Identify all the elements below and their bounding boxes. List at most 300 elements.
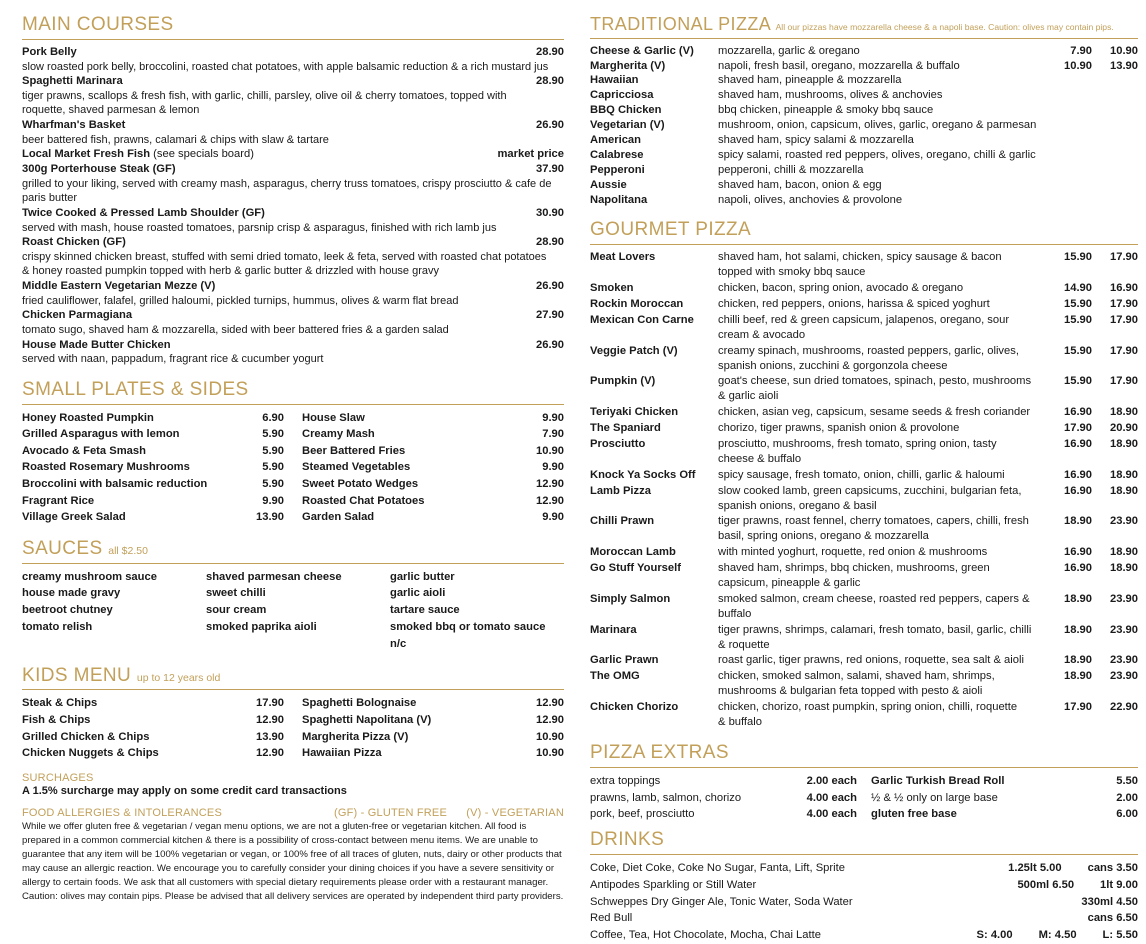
pizza-item-price-large: 18.90: [1110, 406, 1138, 419]
list-item-price: 12.90: [536, 494, 564, 507]
pizza-item-price-small: 15.90: [1064, 344, 1092, 357]
kids-col-2: [302, 695, 564, 761]
list-item: [22, 745, 284, 762]
section-heading-gourmet-pizza: GOURMET PIZZA: [590, 219, 1138, 245]
gourmet-pizza-list: [590, 250, 1138, 730]
list-item-price: 10.90: [536, 730, 564, 743]
list-item: [22, 443, 284, 460]
drink-item-name: Schweppes Dry Ginger Ale, Tonic Water, Soda Water: [590, 895, 853, 908]
pizza-item-description-cont: topped with smoky bbq sauce: [718, 266, 866, 279]
pizza-item-description: spicy sausage, fresh tomato, onion, chilli, garlic & haloumi: [718, 468, 1005, 481]
sauce-item: house made gravy: [22, 587, 121, 600]
list-item-name: Steak & Chips: [22, 697, 98, 710]
list-item-name: Creamy Mash: [302, 428, 375, 441]
menu-item-price: 28.90: [536, 75, 564, 88]
list-item: [22, 426, 284, 443]
sauce-item: garlic aioli: [390, 587, 446, 600]
pizza-item-description: with minted yoghurt, roquette, red onion & mushrooms: [718, 546, 988, 559]
pizza-item-price-large: 17.90: [1110, 298, 1138, 310]
extras-item-price: 4.00 each: [806, 791, 857, 804]
menu-item-name: Pork Belly: [22, 45, 77, 58]
list-item: [302, 745, 564, 762]
menu-item-name: House Made Butter Chicken: [22, 338, 171, 351]
pizza-item-price-large: 18.90: [1110, 438, 1138, 451]
list-item: [22, 509, 284, 526]
sauce-item: shaved parmesan cheese: [206, 570, 342, 583]
list-item-name: Hawaiian Pizza: [302, 747, 382, 760]
list-item-price: 6.90: [262, 411, 284, 424]
drink-item-name: Red Bull: [590, 912, 633, 925]
surcharges-heading: SURCHAGES: [22, 771, 94, 784]
pizza-item-price-large: 23.90: [1110, 670, 1138, 683]
menu-item: [22, 147, 564, 162]
pizza-item-name: Chilli Prawn: [590, 515, 655, 528]
key-gluten-free: (GF) - GLUTEN FREE: [334, 806, 447, 819]
list-item: [302, 459, 564, 476]
menu-item-description: grilled to your liking, served with creamy mash, asparagus, cherry truss tomatoes, crispy prosciutto & cafe de paris butter: [22, 177, 552, 205]
sauce-item: smoked paprika aioli: [206, 620, 317, 633]
extras-item-price: 2.00 each: [806, 774, 857, 787]
pizza-item-description-cont: capsicum, pineapple & garlic: [718, 577, 861, 590]
drink-item-price: 1lt 9.00: [1100, 878, 1138, 891]
list-item: [302, 443, 564, 460]
sauces-heading-text: SAUCES: [22, 537, 103, 559]
kids-heading-text: KIDS MENU: [22, 664, 132, 686]
pizza-item-description: tiger prawns, roast fennel, cherry tomatoes, capers, chilli, fresh: [718, 515, 1029, 528]
pizza-item-name: Smoken: [590, 282, 634, 295]
pizza-item-price-large: 23.90: [1110, 592, 1138, 605]
pizza-item-row: [590, 468, 1138, 483]
pizza-item-description: chicken, asian veg, capsicum, sesame seeds & fresh coriander: [718, 406, 1031, 419]
pizza-item-name: Knock Ya Socks Off: [590, 468, 696, 481]
list-item-price: 12.90: [536, 697, 564, 710]
pizza-item-price-large: 17.90: [1110, 375, 1138, 388]
pizza-item-name: Prosciutto: [590, 438, 646, 451]
pizza-item: [590, 44, 1138, 59]
small-plates-columns: [22, 410, 564, 526]
pizza-item-description: chilli beef, red & green capsicum, jalapenos, oregano, sour: [718, 313, 1010, 326]
section-heading-kids-menu: [22, 665, 564, 691]
menu-item-description: fried cauliflower, falafel, grilled haloumi, pickled turnips, hummus, olives & warm flat bread: [22, 294, 459, 307]
menu-item-name: Roast Chicken (GF): [22, 236, 126, 249]
pizza-item: [590, 623, 1138, 653]
drink-item: [590, 927, 1138, 944]
list-item-name: Roasted Rosemary Mushrooms: [22, 461, 190, 474]
pizza-item-description: shaved ham, mushrooms, olives & anchovies: [718, 89, 943, 102]
drink-item-prices: [888, 910, 1138, 927]
pizza-item-description-cont: mushrooms & bulgarian feta topped with pesto & aioli: [718, 685, 983, 698]
drink-item-price: 500ml 6.50: [1017, 878, 1075, 891]
pizza-item: [590, 59, 1138, 74]
pizza-item: [590, 669, 1138, 699]
menu-item-name: 300g Porterhouse Steak (GF): [22, 163, 176, 176]
pizza-item-price-large: 18.90: [1110, 484, 1138, 497]
menu-item-note: (see specials board): [150, 148, 254, 161]
list-item: [302, 509, 564, 526]
menu-item: [22, 162, 564, 206]
drink-item-price: 1.25lt 5.00: [1008, 862, 1062, 875]
pizza-item-row-cont: [590, 684, 1138, 699]
pizza-item-price-small: 16.90: [1064, 484, 1092, 497]
list-item-price: 9.90: [262, 494, 284, 507]
list-item: [22, 476, 284, 493]
pizza-item-description: chicken, bacon, spring onion, avocado & oregano: [718, 282, 964, 295]
dietary-keys: [318, 807, 564, 819]
extras-item: [590, 806, 857, 823]
sauce-item: garlic butter: [390, 570, 455, 583]
list-item: [302, 476, 564, 493]
extras-item: [871, 773, 1138, 790]
menu-item-row: [22, 338, 564, 353]
pizza-item: [590, 561, 1138, 591]
sauce-item: smoked bbq or tomato sauce n/c: [390, 620, 546, 650]
pizza-item-row: [590, 344, 1138, 359]
pizza-item-name: Go Stuff Yourself: [590, 562, 681, 575]
list-item-name: Village Greek Salad: [22, 511, 126, 524]
pizza-item-name: Mexican Con Carne: [590, 313, 694, 326]
traditional-pizza-list: [590, 44, 1138, 208]
pizza-item-name: Moroccan Lamb: [590, 546, 676, 559]
pizza-item: [590, 421, 1138, 436]
list-item: [22, 459, 284, 476]
pizza-item-price-large: 18.90: [1110, 546, 1138, 559]
pizza-item-description: shaved ham, spicy salami & mozzarella: [718, 134, 914, 147]
pizza-item-row: [590, 421, 1138, 436]
pizza-item-description: pepperoni, chilli & mozzarella: [718, 163, 864, 176]
drink-item-prices: [888, 877, 1138, 894]
extras-item-name: gluten free base: [871, 808, 957, 821]
pizza-item-description-cont: spanish onions, oregano & basil: [718, 499, 877, 512]
left-column: [22, 14, 582, 902]
list-item: [22, 410, 284, 427]
pizza-item-row-cont: [590, 638, 1138, 653]
pizza-item-row: [590, 250, 1138, 265]
list-item-price: 12.90: [256, 747, 284, 760]
pizza-item: [590, 133, 1138, 148]
list-item-name: Chicken Nuggets & Chips: [22, 747, 159, 760]
pizza-item-price-small: 17.90: [1064, 422, 1092, 435]
pizza-item: [590, 344, 1138, 374]
menu-item-row: [22, 308, 564, 323]
sauces-subtitle: all $2.50: [108, 544, 148, 557]
drink-item-price: S: 4.00: [976, 929, 1013, 942]
pizza-item-price-small: 15.90: [1064, 375, 1092, 388]
pizza-item-row-cont: [590, 389, 1138, 404]
list-item-name: Sweet Potato Wedges: [302, 478, 419, 490]
pizza-item-row-cont: [590, 529, 1138, 544]
pizza-item: [590, 73, 1138, 88]
list-item-price: 7.90: [542, 428, 564, 441]
pizza-item-description-cont: cream & avocado: [718, 328, 806, 341]
section-heading-main-courses: MAIN COURSES: [22, 14, 564, 40]
pizza-item: [590, 313, 1138, 343]
drink-item-price: L: 5.50: [1102, 929, 1138, 942]
pizza-item-price-large: 22.90: [1110, 701, 1138, 714]
pizza-item-description: creamy spinach, mushrooms, roasted peppers, garlic, olives,: [718, 344, 1019, 357]
extras-item-price: 2.00: [1116, 791, 1138, 804]
small-plates-col-2: [302, 410, 564, 526]
list-item-price: 5.90: [262, 428, 284, 441]
pizza-item-name: Vegetarian (V): [590, 119, 665, 132]
pizza-item-price-large: 20.90: [1110, 422, 1138, 435]
pizza-item: [590, 592, 1138, 622]
kids-columns: [22, 695, 564, 761]
pizza-item-description-cont: & buffalo: [718, 716, 762, 729]
drink-item-price: M: 4.50: [1038, 929, 1077, 942]
pizza-item-price-large: 18.90: [1110, 562, 1138, 575]
list-item-price: 9.90: [542, 461, 564, 474]
pizza-item-description: prosciutto, mushrooms, fresh tomato, spring onion, tasty: [718, 438, 997, 451]
menu-item: [22, 74, 564, 118]
section-heading-traditional-pizza: [590, 14, 1138, 39]
allergies-heading: FOOD ALLERGIES & INTOLERANCES: [22, 806, 222, 819]
pizza-item-name: The OMG: [590, 670, 640, 683]
extras-item-price: 4.00 each: [806, 808, 857, 821]
pizza-item: [590, 514, 1138, 544]
menu-item-description: beer battered fish, prawns, calamari & chips with slaw & tartare: [22, 133, 329, 146]
menu-item-row: [22, 235, 564, 250]
pizza-item: [590, 88, 1138, 103]
pizza-item-description: shaved ham, hot salami, chicken, spicy sausage & bacon: [718, 251, 1002, 264]
pizza-item-price-small: 18.90: [1064, 654, 1092, 667]
pizza-item-price-large: 23.90: [1110, 623, 1138, 636]
pizza-item-price-large: 17.90: [1110, 344, 1138, 357]
drink-item-name: Coffee, Tea, Hot Chocolate, Mocha, Chai Latte: [590, 929, 821, 942]
pizza-item-row: [590, 514, 1138, 529]
pizza-item-row-cont: [590, 715, 1138, 730]
pizza-item: [590, 193, 1138, 208]
drink-item-price: cans 6.50: [1087, 912, 1138, 925]
pizza-item-price-small: 10.90: [1064, 59, 1092, 72]
pizza-item-row: [590, 545, 1138, 560]
section-heading-small-plates: SMALL PLATES & SIDES: [22, 379, 564, 405]
allergies-body-text: While we offer gluten free & vegetarian / vegan menu options, we are not a gluten-free or vegetarian kitchen. All food is prepared in a common commercial kitchen & there is a possibility of cross-contact between menu items. We are unable to guarantee that any item will be 100% vegetarian or vegan, or 100% free of all traces of gluten, nuts, dairy or other products that may cause an allergic reaction. We encourage you to carefully consider your dining choices if you have a severe sensitivity or allergy to certain foods. We ask that all customers with special dietary requirements please order with a restaurant manager. Caution: olives may contain pips. Please be advised that all delivery services are operated by independent third party providers.: [22, 820, 564, 902]
pizza-item-row-cont: [590, 499, 1138, 514]
section-heading-sauces: [22, 538, 564, 564]
pizza-item-row-cont: [590, 607, 1138, 622]
pizza-item: [590, 297, 1138, 312]
sauce-item: tartare sauce: [390, 604, 460, 617]
list-item-name: Grilled Chicken & Chips: [22, 730, 150, 743]
pizza-item-price-large: 23.90: [1110, 515, 1138, 528]
menu-item-price: 28.90: [536, 236, 564, 249]
menu-item-price: 28.90: [536, 45, 564, 58]
pizza-item-row-cont: [590, 265, 1138, 280]
pizza-item-row-cont: [590, 452, 1138, 467]
menu-item-name: Twice Cooked & Pressed Lamb Shoulder (GF): [22, 206, 265, 219]
small-plates-col-1: [22, 410, 284, 526]
list-item-name: Spaghetti Bolognaise: [302, 697, 417, 710]
pizza-item: [590, 250, 1138, 280]
pizza-item: [590, 437, 1138, 467]
menu-item: [22, 118, 564, 147]
section-heading-drinks: DRINKS: [590, 829, 1138, 855]
menu-item: [22, 45, 564, 74]
list-item-name: Steamed Vegetables: [302, 461, 411, 474]
drink-item: [590, 894, 1138, 911]
pizza-item-price-large: 10.90: [1110, 44, 1138, 57]
pizza-item-price-small: 16.90: [1064, 546, 1092, 559]
allergies-heading-row: [22, 807, 564, 819]
pizza-item-name: Pumpkin (V): [590, 375, 656, 388]
pizza-item: [590, 653, 1138, 668]
menu-item-description: crispy skinned chicken breast, stuffed with semi dried tomato, leek & feta, served with roasted chat potatoes & honey roasted pumpkin topped with herb & garlic butter & drizzled with house gravy: [22, 250, 547, 278]
pizza-item: [590, 374, 1138, 404]
list-item-price: 13.90: [256, 511, 284, 524]
menu-item-row: [22, 206, 564, 221]
surcharges-text: A 1.5% surcharge may apply on some credit card transactions: [22, 784, 347, 797]
menu-item-price: 26.90: [536, 279, 564, 292]
sauce-item: sweet chilli: [206, 587, 266, 600]
pizza-item-description: chicken, red peppers, onions, harissa & spiced yoghurt: [718, 298, 990, 310]
menu-item-row: [22, 279, 564, 294]
pizza-item-description-cont: basil, spring onions, oregano & mozzarella: [718, 530, 929, 543]
pizza-item-name: Rockin Moroccan: [590, 298, 684, 310]
menu-item-price: 26.90: [536, 118, 564, 131]
pizza-item-name: BBQ Chicken: [590, 104, 662, 117]
pizza-item-row: [590, 700, 1138, 715]
pizza-item-name: Capricciosa: [590, 89, 654, 102]
pizza-item-description: shaved ham, shrimps, bbq chicken, mushrooms, green: [718, 562, 990, 575]
pizza-item-name: Hawaiian: [590, 74, 639, 87]
key-vegetarian: (V) - VEGETARIAN: [466, 806, 564, 819]
pizza-item-price-small: 17.90: [1064, 701, 1092, 714]
pizza-item-description: chorizo, tiger prawns, spanish onion & provolone: [718, 422, 960, 435]
list-item-name: Margherita Pizza (V): [302, 730, 409, 743]
pizza-item: [590, 281, 1138, 296]
menu-item-price: market price: [497, 148, 564, 161]
pizza-item-description: mozzarella, garlic & oregano: [718, 44, 860, 57]
pizza-item-description-cont: & garlic aioli: [718, 390, 779, 403]
pizza-item-description-cont: cheese & buffalo: [718, 452, 802, 465]
traditional-subtitle: All our pizzas have mozzarella cheese & a napoli base. Caution: olives may contain pips.: [775, 22, 1114, 32]
drink-item-price: cans 3.50: [1087, 862, 1138, 875]
pizza-item-row: [590, 405, 1138, 420]
list-item-price: 13.90: [256, 730, 284, 743]
sauce-item: creamy mushroom sauce: [22, 570, 157, 583]
pizza-item-price-large: 17.90: [1110, 313, 1138, 326]
extras-item-price: 6.00: [1116, 808, 1138, 821]
extras-item: [590, 773, 857, 790]
extras-item: [871, 806, 1138, 823]
list-item-name: Fish & Chips: [22, 713, 91, 726]
menu-item-name: Middle Eastern Vegetarian Mezze (V): [22, 279, 216, 292]
list-item: [302, 410, 564, 427]
section-heading-pizza-extras: PIZZA EXTRAS: [590, 742, 1138, 768]
list-item: [302, 493, 564, 510]
list-item-price: 10.90: [536, 747, 564, 760]
pizza-item-description: slow cooked lamb, green capsicums, zucchini, bulgarian feta,: [718, 484, 1022, 497]
list-item: [302, 712, 564, 729]
pizza-item-row: [590, 669, 1138, 684]
list-item-price: 12.90: [256, 713, 284, 726]
list-item-name: Honey Roasted Pumpkin: [22, 411, 154, 424]
pizza-item-name: Meat Lovers: [590, 251, 656, 264]
pizza-item: [590, 148, 1138, 163]
pizza-item-row: [590, 653, 1138, 668]
menu-item-name: Wharfman's Basket: [22, 118, 126, 131]
pizza-item-price-small: 18.90: [1064, 515, 1092, 528]
menu-item-description: tomato sugo, shaved ham & mozzarella, sided with beer battered fries & a garden salad: [22, 324, 449, 337]
pizza-item-description: goat's cheese, sun dried tomatoes, spinach, pesto, mushrooms: [718, 375, 1032, 388]
pizza-item-name: Veggie Patch (V): [590, 344, 678, 357]
menu-item-description: slow roasted pork belly, broccolini, roasted chat potatoes, with apple balsamic reduction & a rich mustard jus: [22, 60, 549, 73]
pizza-item-price-large: 16.90: [1110, 282, 1138, 295]
list-item-price: 5.90: [262, 478, 284, 490]
pizza-item-description: chicken, smoked salmon, salami, shaved ham, shrimps,: [718, 670, 995, 683]
extras-item-name: pork, beef, prosciutto: [590, 808, 695, 821]
menu-item-row: [22, 162, 564, 177]
menu-item-description: served with naan, pappadum, fragrant rice & cucumber yogurt: [22, 353, 324, 366]
pizza-item-description: tiger prawns, shrimps, calamari, fresh tomato, basil, garlic, chilli: [718, 623, 1032, 636]
list-item-name: Avocado & Feta Smash: [22, 444, 146, 457]
drink-item: [590, 910, 1138, 927]
pizza-item-price-small: 15.90: [1064, 313, 1092, 326]
pizza-item-price-small: 18.90: [1064, 670, 1092, 683]
pizza-item: [590, 700, 1138, 730]
list-item-name: House Slaw: [302, 411, 365, 424]
list-item-name: Spaghetti Napolitana (V): [302, 713, 432, 726]
pizza-item-price-large: 17.90: [1110, 251, 1138, 264]
list-item: [22, 729, 284, 746]
list-item: [22, 712, 284, 729]
pizza-item-description: chicken, chorizo, roast pumpkin, spring onion, chilli, roquette: [718, 701, 1018, 714]
pizza-item-name: Marinara: [590, 623, 637, 636]
sauce-item: sour cream: [206, 604, 267, 617]
drink-item-prices: [888, 894, 1138, 911]
pizza-item-name: Calabrese: [590, 148, 644, 161]
menu-item-row: [22, 74, 564, 89]
menu-item-price: 37.90: [536, 163, 564, 176]
pizza-item-row-cont: [590, 576, 1138, 591]
pizza-item-name: Chicken Chorizo: [590, 701, 679, 714]
drink-item-prices: [888, 927, 1138, 944]
pizza-item-name: Pepperoni: [590, 163, 645, 176]
menu-item-price: 27.90: [536, 309, 564, 322]
pizza-item-name: Garlic Prawn: [590, 654, 659, 667]
list-item: [22, 695, 284, 712]
pizza-item-description-cont: buffalo: [718, 607, 752, 620]
list-item-name: Roasted Chat Potatoes: [302, 494, 425, 507]
pizza-item-row: [590, 592, 1138, 607]
pizza-item-name: Cheese & Garlic (V): [590, 44, 694, 57]
pizza-item-price-small: 15.90: [1064, 298, 1092, 310]
menu-item: [22, 279, 564, 308]
extras-item-name: prawns, lamb, salmon, chorizo: [590, 791, 742, 804]
pizza-item-row-cont: [590, 359, 1138, 374]
sauce-item: beetroot chutney: [22, 604, 113, 617]
pizza-item-description: spicy salami, roasted red peppers, olives, oregano, chilli & garlic: [718, 148, 1036, 161]
menu-item-name: Chicken Parmagiana: [22, 309, 133, 322]
sauce-item: tomato relish: [22, 620, 93, 633]
pizza-item-description: roast garlic, tiger prawns, red onions, roquette, sea salt & aioli: [718, 654, 1024, 667]
list-item: [302, 426, 564, 443]
pizza-item-price-small: 15.90: [1064, 251, 1092, 264]
drink-item-price: 330ml 4.50: [1081, 895, 1138, 908]
menu-item-description: tiger prawns, scallops & fresh fish, with garlic, chilli, parsley, olive oil & cherry tomatoes, topped with roquette, shaved parmesan & lemon: [22, 89, 507, 117]
pizza-item: [590, 103, 1138, 118]
pizza-item-name: Margherita (V): [590, 59, 666, 72]
pizza-item: [590, 118, 1138, 133]
extras-item: [590, 790, 857, 807]
kids-col-1: [22, 695, 284, 761]
pizza-item-description: napoli, fresh basil, oregano, mozzarella & buffalo: [718, 59, 960, 72]
drink-item-prices: [888, 860, 1138, 877]
pizza-item-price-small: 16.90: [1064, 562, 1092, 575]
menu-item-row: [22, 118, 564, 133]
list-item: [302, 729, 564, 746]
pizza-item-name: Aussie: [590, 178, 627, 191]
